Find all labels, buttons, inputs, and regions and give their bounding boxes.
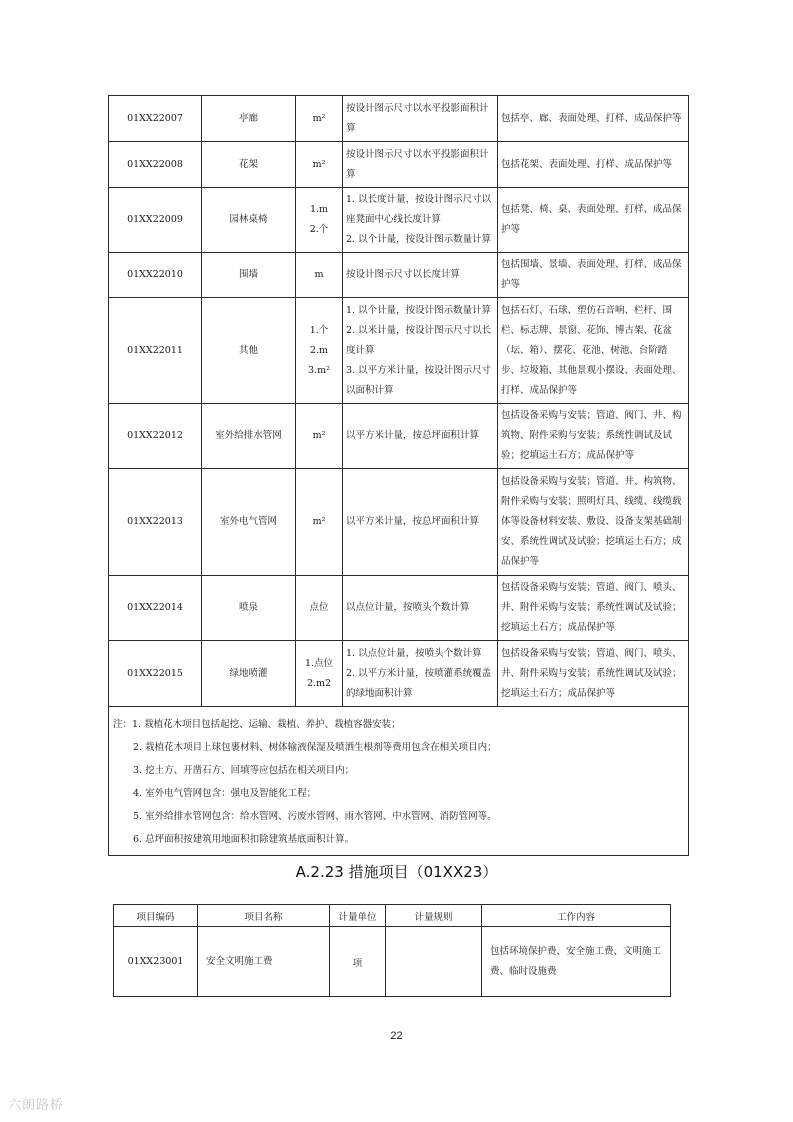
item-name: 花架 [202, 142, 296, 188]
item-rule [386, 927, 482, 997]
table-row [109, 96, 689, 142]
item-unit: 1.m 2.个 [296, 188, 343, 253]
table-row [109, 298, 689, 404]
header-code: 项目编码 [114, 905, 198, 927]
item-unit: 项 [330, 927, 386, 997]
table-notes [109, 707, 689, 856]
note-line: 6. 总坪面积按建筑用地面积扣除建筑基底面积计算。 [133, 834, 355, 845]
item-code: 01XX22015 [109, 641, 202, 707]
table-row [109, 142, 689, 188]
item-rule: 按设计图示尺寸以水平投影面积计算 [343, 96, 498, 142]
item-unit: m² [296, 142, 343, 188]
note-line: 2. 栽植花木项目上球包裹材料、树体输液保湿及喷洒生根剂等费用包含在相关项目内； [133, 742, 497, 753]
header-name: 项目名称 [198, 905, 330, 927]
item-unit: m² [296, 404, 343, 469]
item-content: 包括设备采购与安装；管道、阀门、喷头、井、附件采购与安装；系统性调试及试验；挖填运土石方；成品保护等 [498, 576, 689, 641]
item-rule: 以平方米计量，按总坪面积计算 [343, 404, 498, 469]
item-unit: m [296, 253, 343, 298]
item-code: 01XX22010 [109, 253, 202, 298]
header-rule: 计量规则 [386, 905, 482, 927]
page-number: 22 [390, 1030, 403, 1042]
item-unit: 点位 [296, 576, 343, 641]
note-line: 4. 室外电气管网包含：强电及智能化工程； [133, 788, 317, 799]
item-name: 其他 [202, 298, 296, 404]
measures-table [113, 904, 671, 997]
item-name: 喷泉 [202, 576, 296, 641]
item-code: 01XX22012 [109, 404, 202, 469]
header-content: 工作内容 [482, 905, 671, 927]
item-name: 亭廊 [202, 96, 296, 142]
item-unit: m² [296, 96, 343, 142]
item-code: 01XX22007 [109, 96, 202, 142]
item-code: 01XX22014 [109, 576, 202, 641]
note-line: 3. 挖土方、开凿石方、回填等应包括在相关项目内； [133, 765, 355, 776]
item-code: 01XX22008 [109, 142, 202, 188]
item-content: 包括凳、椅、桌、表面处理、打样、成品保护等 [498, 188, 689, 253]
bill-items-table [108, 95, 689, 856]
note-line: 5. 室外给排水管网包含：给水管网、污废水管网、雨水管网、中水管网、消防管网等。 [133, 811, 497, 822]
item-code: 01XX22013 [109, 469, 202, 576]
item-rule: 按设计图示尺寸以水平投影面积计算 [343, 142, 498, 188]
table-row [109, 469, 689, 576]
item-rule: 1. 以长度计量，按设计图示尺寸以座凳面中心线长度计算 2. 以个计量，按设计图示数量计算 [343, 188, 498, 253]
note-line: 注：1. 栽植花木项目包括起挖、运输、栽植、养护、栽植容器安装； [113, 719, 401, 730]
item-content: 包括石灯、石球、塑仿石音响、栏杆、围栏、标志牌、景窗、花饰、博古架、花盆（坛、箱）、摆花、花池、树池、台阶踏步、垃圾箱、其他景观小摆设、表面处理、打样、成品保护等 [498, 298, 689, 404]
item-name: 围墙 [202, 253, 296, 298]
section-title: A.2.23 措施项目（01XX23） [295, 863, 498, 881]
item-rule: 以平方米计量，按总坪面积计算 [343, 469, 498, 576]
item-name: 园林桌椅 [202, 188, 296, 253]
table-row [109, 641, 689, 707]
item-content: 包括设备采购与安装；管道、阀门、井、构筑物、附件采购与安装；系统性调试及试验；挖填运土石方；成品保护等 [498, 404, 689, 469]
item-rule: 按设计图示尺寸以长度计算 [343, 253, 498, 298]
item-content: 包括设备采购与安装；管道、井、构筑物、附件采购与安装；照明灯具、线缆、线缆载体等设备材料安装、敷设、设备支架基础制安、系统性调试及试验；挖填运土石方；成品保护等 [498, 469, 689, 576]
item-content: 包括花架、表面处理、打样、成品保护等 [498, 142, 689, 188]
table-row [109, 188, 689, 253]
item-content: 包括亭、廊、表面处理、打样、成品保护等 [498, 96, 689, 142]
watermark: 六朗路桥 [8, 1098, 65, 1113]
item-name: 绿地喷灌 [202, 641, 296, 707]
table-row [109, 576, 689, 641]
item-name: 室外给排水管网 [202, 404, 296, 469]
item-rule: 1. 以个计量，按设计图示数量计算 2. 以米计量，按设计图示尺寸以长度计算 3. 以平方米计量，按设计图示尺寸以面积计算 [343, 298, 498, 404]
table-row [109, 404, 689, 469]
item-unit: 1.点位 2.m2 [296, 641, 343, 707]
item-unit: 1.个 2.m 3.m² [296, 298, 343, 404]
item-name: 安全文明施工费 [198, 927, 330, 997]
item-rule: 以点位计量，按喷头个数计算 [343, 576, 498, 641]
item-rule: 1. 以点位计量，按喷头个数计算 2. 以平方米计量，按喷灌系统覆盖的绿地面积计算 [343, 641, 498, 707]
table-row [109, 253, 689, 298]
item-content: 包括围墙、景墙、表面处理、打样、成品保护等 [498, 253, 689, 298]
item-code: 01XX23001 [114, 927, 198, 997]
item-name: 室外电气管网 [202, 469, 296, 576]
item-code: 01XX22011 [109, 298, 202, 404]
table-row [114, 927, 671, 997]
item-content: 包括环境保护费、安全施工费、文明施工费、临时设施费 [482, 927, 671, 997]
header-unit: 计量单位 [330, 905, 386, 927]
item-code: 01XX22009 [109, 188, 202, 253]
item-content: 包括设备采购与安装；管道、阀门、喷头、井、附件采购与安装；系统性调试及试验；挖填运土石方；成品保护等 [498, 641, 689, 707]
item-unit: m² [296, 469, 343, 576]
